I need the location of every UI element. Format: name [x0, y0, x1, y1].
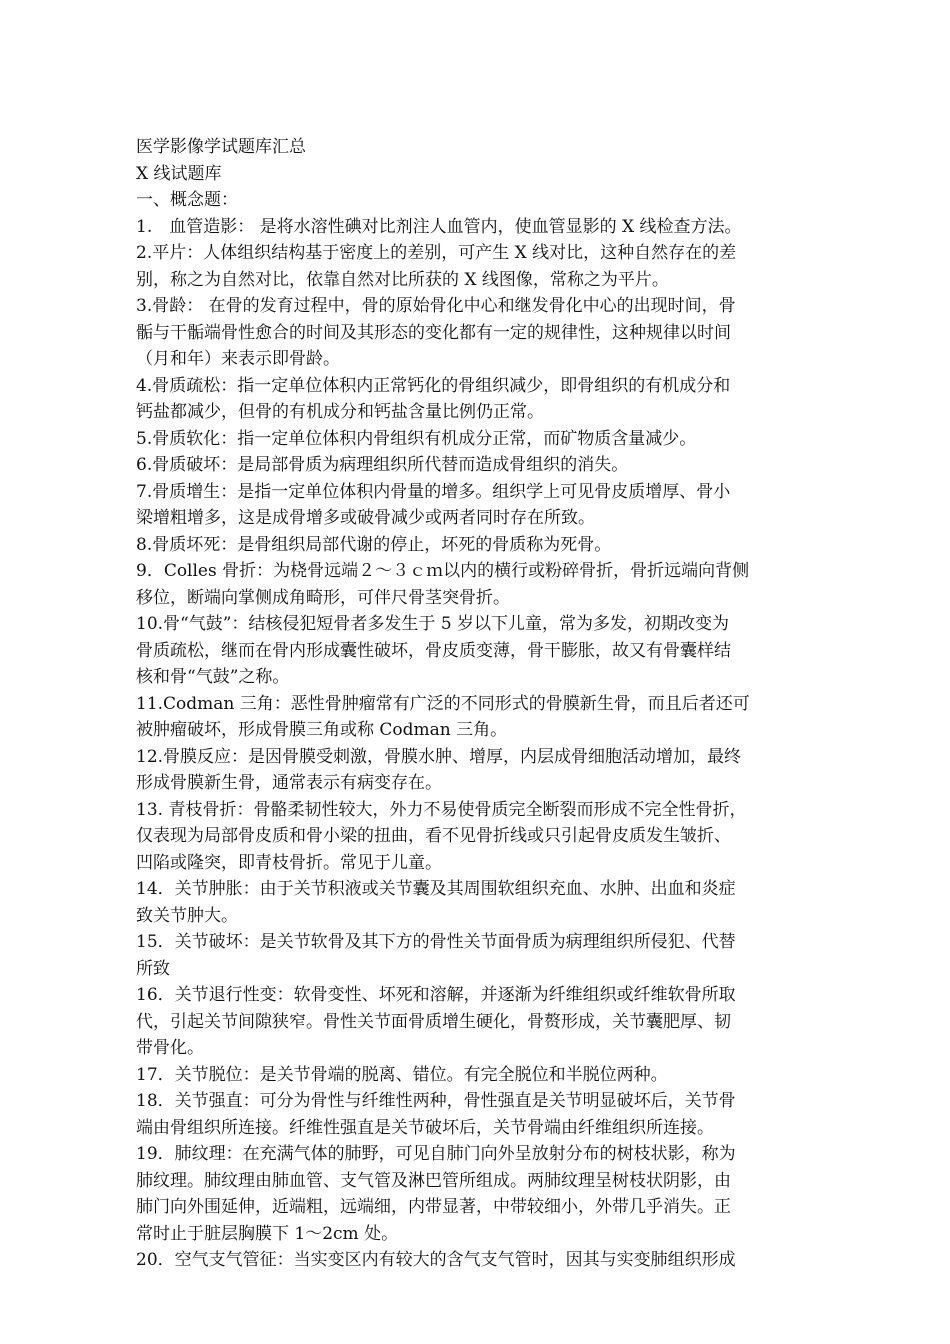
paragraph-line: 仅表现为局部骨皮质和骨小梁的扭曲，看不见骨折线或只引起骨皮质发生皱折、	[136, 826, 731, 846]
definition-paragraph	[136, 214, 819, 241]
paragraph-line: 9．Colles 骨折：为桡骨远端２～３ｃｍ以内的横行或粉碎骨折，骨折远端向背侧	[136, 561, 750, 581]
paragraph-line: （月和年）来表示即骨龄。	[136, 349, 340, 369]
paragraph-line: 代，引起关节间隙狭窄。骨性关节面骨质增生硬化，骨赘形成，关节囊肥厚、韧	[136, 1011, 731, 1032]
paragraph-line: 移位，断端向掌侧成角畸形，可伴尺骨茎突骨折。	[136, 587, 510, 608]
paragraph-line: 10.骨“气鼓”：结核侵犯短骨者多发生于 5 岁以下儿童，常为多发，初期改变为	[136, 614, 730, 634]
paragraph-line: 致关节肿大。	[136, 905, 238, 926]
paragraph-line: 形成骨膜新生骨，通常表示有病变存在。	[136, 773, 442, 793]
paragraph-line: 15．关节破坏：是关节软骨及其下方的骨性关节面骨质为病理组织所侵犯、代替	[136, 932, 736, 952]
definition-paragraph	[136, 373, 819, 426]
definition-paragraph	[136, 1141, 819, 1247]
definition-list	[136, 214, 819, 1274]
definition-paragraph	[136, 691, 819, 744]
paragraph-line: 钙盐都减少，但骨的有机成分和钙盐含量比例仍正常。	[136, 402, 544, 422]
paragraph-line: 2.平片：人体组织结构基于密度上的差别，可产生 X 线对比，这种自然存在的差	[136, 243, 737, 263]
paragraph-line: 11.Codman 三角：恶性骨肿瘤常有广泛的不同形式的骨膜新生骨，而且后者还可	[136, 693, 750, 714]
paragraph-line: 14．关节肿胀：由于关节积液或关节囊及其周围软组织充血、水肿、出血和炎症	[136, 879, 736, 899]
definition-paragraph	[136, 982, 819, 1062]
paragraph-line: 19．肺纹理：在充满气体的肺野，可见自肺门向外呈放射分布的树枝状影，称为	[136, 1144, 736, 1164]
document-page	[136, 134, 819, 1274]
definition-paragraph	[136, 1088, 819, 1141]
paragraph-line: 3.骨龄： 在骨的发育过程中，骨的原始骨化中心和继发骨化中心的出现时间，骨	[136, 296, 736, 316]
paragraph-line: 12.骨膜反应：是因骨膜受刺激，骨膜水肿、增厚，内层成骨细胞活动增加，最终	[136, 746, 742, 767]
definition-paragraph	[136, 558, 819, 611]
paragraph-line: 带骨化。	[136, 1038, 204, 1058]
definition-paragraph	[136, 744, 819, 797]
paragraph-line: 13. 青枝骨折：骨骼柔韧性较大，外力不易使骨质完全断裂而形成不完全性骨折，	[136, 799, 747, 820]
paragraph-line: 别，称之为自然对比，依靠自然对比所获的 X 线图像，常称之为平片。	[136, 269, 669, 290]
definition-paragraph	[136, 611, 819, 691]
definition-paragraph	[136, 426, 819, 453]
paragraph-line: 18．关节强直：可分为骨性与纤维性两种，骨性强直是关节明显破坏后，关节骨	[136, 1091, 736, 1111]
definition-paragraph	[136, 240, 819, 293]
paragraph-line: 骺与干骺端骨性愈合的时间及其形态的变化都有一定的规律性，这种规律以时间	[136, 322, 731, 343]
definition-paragraph	[136, 293, 819, 373]
paragraph-line: 梁增粗增多，这是成骨增多或破骨减少或两者同时存在所致。	[136, 508, 595, 528]
definition-paragraph	[136, 1062, 819, 1089]
definition-paragraph	[136, 876, 819, 929]
paragraph-line: 6.骨质破坏：是局部骨质为病理组织所代替而造成骨组织的消失。	[136, 455, 629, 475]
paragraph-line: 被肿瘤破坏，形成骨膜三角或称 Codman 三角。	[136, 720, 508, 740]
paragraph-line: 1. 血管造影： 是将水溶性碘对比剂注人血管内，使血管显影的 X 线检查方法。	[136, 216, 742, 237]
paragraph-line: 骨质疏松，继而在骨内形成囊性破坏，骨皮质变薄，骨干膨胀，故又有骨囊样结	[136, 640, 731, 661]
paragraph-line: 端由骨组织所连接。纤维性强直是关节破坏后，关节骨端由纤维组织所连接。	[136, 1117, 714, 1138]
paragraph-line: 4.骨质疏松：指一定单位体积内正常钙化的骨组织减少，即骨组织的有机成分和	[136, 375, 731, 396]
definition-paragraph	[136, 797, 819, 877]
document-subtitle: X 线试题库	[136, 163, 222, 184]
paragraph-line: 20．空气支气管征：当实变区内有较大的含气支气管时，因其与实变肺组织形成	[136, 1250, 736, 1270]
paragraph-line: 17．关节脱位：是关节骨端的脱离、错位。有完全脱位和半脱位两种。	[136, 1064, 668, 1085]
paragraph-line: 核和骨“气鼓”之称。	[136, 667, 290, 687]
definition-paragraph	[136, 452, 819, 479]
paragraph-line: 肺纹理。肺纹理由肺血管、支气管及淋巴管所组成。两肺纹理呈树枝状阴影，由	[136, 1170, 731, 1191]
paragraph-line: 8.骨质坏死：是骨组织局部代谢的停止，坏死的骨质称为死骨。	[136, 534, 612, 555]
section-heading: 一、概念题：	[136, 190, 238, 210]
definition-paragraph	[136, 929, 819, 982]
paragraph-line: 肺门向外围延伸，近端粗，远端细，内带显著，中带较细小，外带几乎消失。正	[136, 1197, 731, 1217]
definition-paragraph	[136, 479, 819, 532]
paragraph-line: 7.骨质增生：是指一定单位体积内骨量的增多。组织学上可见骨皮质增厚、骨小	[136, 481, 731, 502]
paragraph-line: 5.骨质软化：指一定单位体积内骨组织有机成分正常，而矿物质含量减少。	[136, 428, 697, 449]
definition-paragraph	[136, 1247, 819, 1274]
definition-paragraph	[136, 532, 819, 559]
paragraph-line: 凹陷或隆突，即青枝骨折。常见于儿童。	[136, 852, 442, 873]
paragraph-line: 所致	[136, 958, 170, 979]
paragraph-line: 16．关节退行性变：软骨变性、坏死和溶解，并逐渐为纤维组织或纤维软骨所取	[136, 985, 736, 1005]
document-title: 医学影像学试题库汇总	[136, 137, 306, 157]
paragraph-line: 常时止于脏层胸膜下 1～2cm 处。	[136, 1223, 399, 1244]
